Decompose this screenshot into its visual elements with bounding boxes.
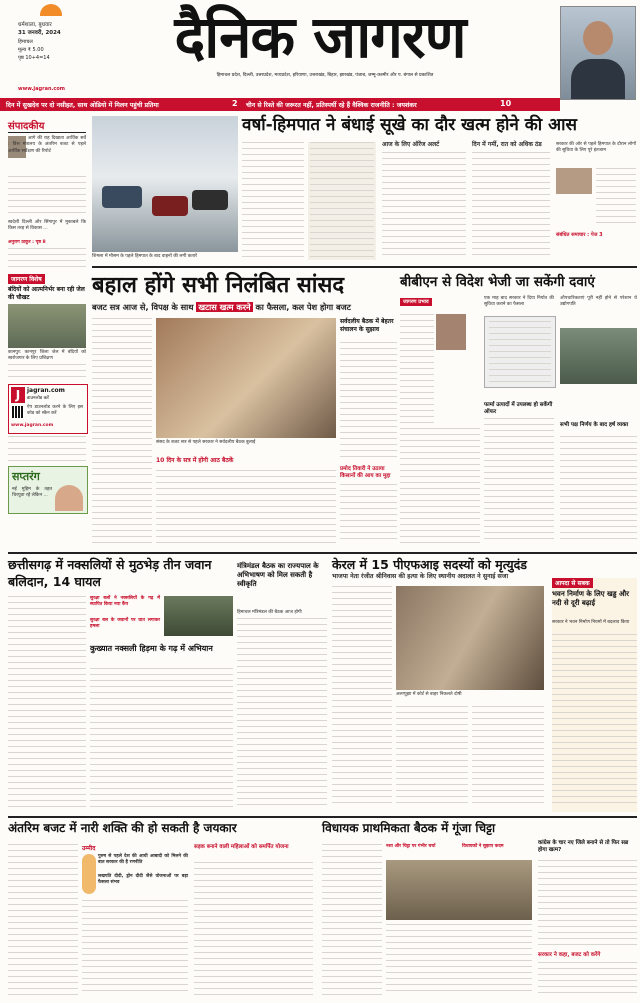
lead-headline: वर्षा-हिमपात ने बंधाई सूखे का दौर खत्म होने की आस xyxy=(242,115,577,135)
kerala-story xyxy=(332,556,548,812)
budget-box-head: सड़क बनाने वाली महिलाओं को समर्पित योजना xyxy=(194,844,289,850)
city-day: धर्मशाला, बुधवार xyxy=(18,22,52,28)
jail-photo xyxy=(8,304,86,348)
publication-regions: हिमाचल प्रदेश, दिल्ली, उत्तरप्रदेश, मध्यप्रदेश, हरियाणा, उत्तराखंड, बिहार, झारखंड, पंजाब, जम्मू-कश्मीर और प. बंगाल से प्रकाशित xyxy=(216,73,434,78)
chhattisgarh-story xyxy=(8,556,233,816)
masthead xyxy=(0,0,640,100)
editorial-item-2: स्वदेशी दिल्ली और सिंगापुर में मुकाबले कि किस तरह से विकास ... xyxy=(8,220,86,232)
bbn-bullet-2: औपचारिकताएं पूरी नहीं होने से परेशान थे उद्योगपति xyxy=(560,296,637,308)
lead-photo-caption: शिमला में मौसम के पहले हिमपात के बाद वाहनों की लगी कतारें xyxy=(92,254,197,259)
bbn-sub-tag: जागरण प्रभाव xyxy=(400,298,432,306)
lead-side-photo xyxy=(556,168,592,194)
cabinet-headline: मंत्रिमंडल बैठक का राज्यपाल के अभिभाषण को मिल सकती है स्वीकृति xyxy=(237,562,319,588)
date: 31 जनवरी, 2024 xyxy=(18,30,61,36)
budget-sub-head: उम्मीद xyxy=(82,845,96,852)
jagran-vishesh-head: जागरण विशेष xyxy=(8,274,45,284)
parliament-sub-box: 10 दिन के सत्र में होंगी आठ बैठकें xyxy=(156,457,234,464)
kerala-headline: केरल में 15 पीएफआइ सदस्यों को मृत्युदंड xyxy=(332,557,527,572)
assembly-bullet-1: नशा और चिट्टा पर गंभीर चर्चा xyxy=(386,844,436,849)
assembly-bullet-2: विधायकों ने सुझाए कदम xyxy=(462,844,504,849)
chhattisgarh-bullet-1: सुरक्षा बलों ने नक्सलियों के गढ़ में स्थापित किया नया कैंप xyxy=(90,596,160,608)
parliament-deck-text: बजट सत्र आज से, विपक्ष के साथ खटास खत्म करने का फैसला, कल पेश होगा बजट xyxy=(92,302,351,312)
chhattisgarh-sub-head: कुख्यात नक्सली हिड़मा के गढ़ में अभियान xyxy=(90,644,213,653)
parliament-photo-caption: संसद के बजट सत्र से पहले सरकार ने सर्वदलीय बैठक बुलाई xyxy=(156,440,256,445)
chhattisgarh-photo xyxy=(164,596,233,636)
saptrang-text: नई मुहिम के तहत चिरयुवा रहें लेकिन ... xyxy=(12,487,52,499)
assembly-headline: विधायक प्राथमिकता बैठक में गूंजा चिट्टा xyxy=(322,821,496,835)
disaster-head: आपदा से सबक xyxy=(552,578,593,588)
cabinet-story xyxy=(237,562,327,812)
jagran-j-icon: J xyxy=(11,387,25,403)
parliament-side-head: सर्वदलीय बैठक में बेहतर संचालन के सुझाव xyxy=(340,318,394,333)
parliament-deck xyxy=(92,302,397,313)
lead-side-tag: संबंधित समाचार : पेज 3 xyxy=(556,232,603,238)
bbn-bullet-1: एक माह बाद सरकार ने दिया निर्यात की सुविधा कराने का फैसला xyxy=(484,296,554,308)
chhattisgarh-headline: छत्तीसगढ़ में नक्सलियों से मुठभेड़ तीन जवान बलिदान, 14 घायल xyxy=(8,557,212,589)
logo-sun-icon xyxy=(40,4,62,16)
saptrang-photo xyxy=(55,485,83,511)
lead-col2-head: आज के लिए ऑरेंज अलर्ट xyxy=(382,141,440,148)
top-bar-right-text: चीन से रिश्ते की जरूरत नहीं, प्रतिस्पर्धी रहे हैं वैश्विक राजनीति : जयशंकर xyxy=(246,102,417,109)
kerala-deck: भाजपा नेता रंजीत श्रीनिवास की हत्या के लिए स्थानीय अदालत ने सुनाई सजा xyxy=(332,573,509,580)
parliament-headline: बहाल होंगे सभी निलंबित सांसद xyxy=(92,273,345,298)
edition: हिमाचल xyxy=(18,39,33,45)
portrait-photo xyxy=(560,6,636,100)
bbn-headline: बीबीएन से विदेश भेजी जा सकेंगी दवाएं xyxy=(400,274,595,290)
jagran-com-label: jagran.com xyxy=(27,387,65,394)
assembly-photo xyxy=(386,860,532,920)
disaster-box xyxy=(552,578,637,812)
budget-bullet-2: लखपति दीदी, ड्रोन दीदी जैसे योजनाओं पर बड़ा फैसला संभव xyxy=(98,874,188,886)
saptrang-box xyxy=(8,466,88,514)
assembly-side-head: कांग्रेस के चार नए जिले बनाने से तो फिर सब्र होगा खत्म? xyxy=(538,840,629,853)
website: www.jagran.com xyxy=(18,86,66,92)
bbn-col-head-2: सभी पक्ष निर्णय के बाद हर्ष व्यक्त xyxy=(560,422,629,428)
parliament-photo xyxy=(156,318,336,438)
parliament-deck-highlight: खटास खत्म करने xyxy=(198,302,251,312)
qr-code-icon xyxy=(12,406,24,418)
editorial-lead: आगे की राह दिखाता आर्थिक सर्वे : वित्त मंत्रालय के अंतरिम बजट से पहले आर्थिक सर्वेक्षण की रिपोर्ट xyxy=(8,136,86,154)
jagran-vishesh-caption: कानपुर: कानपुर जिला जेल में बंदियों को स्वरोजगार के लिए प्रशिक्षण xyxy=(8,350,86,362)
bbn-document-image xyxy=(484,316,556,388)
assembly-side-head-2: सरकार ने कहा, बजट को करेंगे xyxy=(538,952,601,958)
left-column xyxy=(8,116,86,556)
parliament-side-head-2: प्रमोद तिवारी ने उठाया किसानों की आय का मुद्दा xyxy=(340,466,391,479)
parliament-story xyxy=(92,272,397,548)
jagran-vishesh-headline: बंदियों को आत्मनिर्भर बना रही जेल की चौखट xyxy=(8,286,85,301)
editorial-item-3: अनुराग ठाकुर : पृष्ठ 8 xyxy=(8,240,46,245)
jagran-com-url[interactable]: www.jagran.com xyxy=(11,423,54,428)
pages: पृष्ठ 10+4=14 xyxy=(18,55,50,61)
budget-illustration xyxy=(82,854,96,894)
lead-col3-head: दिन में गर्मी, रात को अधिक ठंड xyxy=(472,141,542,148)
top-bar-left-page: 2 xyxy=(232,99,238,108)
top-bar-right-page: 10 xyxy=(500,99,512,108)
jagran-com-box[interactable] xyxy=(8,384,88,434)
top-bar-left-text: दिन में सुखदेव पर दो नसीहत, साथ ओडियो में मिलन पहुंची प्रतिमा xyxy=(6,102,159,109)
bbn-factory-photo xyxy=(560,328,637,384)
budget-bullet-1: पुरुष से पहले देश की आधी आबादी को मिलने की बात सरकार की है रणनीति xyxy=(98,854,188,866)
top-news-bar xyxy=(0,98,560,111)
bbn-col-head: फार्मा उत्पादों में उपलब्ध हो सकेंगी ऑफर xyxy=(484,402,553,415)
editorial-head: संपादकीय xyxy=(8,121,45,132)
price: मूल्य ₹ 5.00 xyxy=(18,47,44,53)
cabinet-text: हिमाचल मंत्रिमंडल की बैठक आज होगी xyxy=(237,610,302,615)
newspaper-title: दैनिक जागरण xyxy=(174,3,466,71)
disaster-text: सरकार ने भवन निर्माण नियमों में बदलाव किया xyxy=(552,620,630,625)
jagran-com-sub: डाउनलोड करें xyxy=(27,396,49,401)
budget-headline: अंतरिम बजट में नारी शक्ति की हो सकती है जयकार xyxy=(8,821,237,835)
saptrang-label: सप्तरंग xyxy=(12,470,40,483)
kerala-photo xyxy=(396,586,544,690)
lead-side-head: सरकार की ओर से पहले हिमपात के दौरान लोगों की सुविधा के लिए पूरे इंतजाम xyxy=(556,142,636,154)
assembly-story xyxy=(322,820,637,1000)
kerala-caption: अलप्पुझा में कोर्ट से बाहर निकलते दोषी xyxy=(396,692,462,697)
lead-story xyxy=(92,114,637,264)
bbn-person-photo xyxy=(436,314,466,350)
chhattisgarh-bullet-2: सुरक्षा बल के जवानों पर घात लगाकर हमला xyxy=(90,618,160,630)
budget-story xyxy=(8,820,313,1000)
bbn-story xyxy=(400,272,637,548)
snow-photo xyxy=(92,116,238,252)
disaster-headline: भवन निर्माण के लिए खड्ड और नदी से दूरी बढ़ाई xyxy=(552,590,629,607)
jagran-com-text: ऐप डाउनलोड करने के लिए इस कोड को स्कैन करें xyxy=(27,405,83,417)
